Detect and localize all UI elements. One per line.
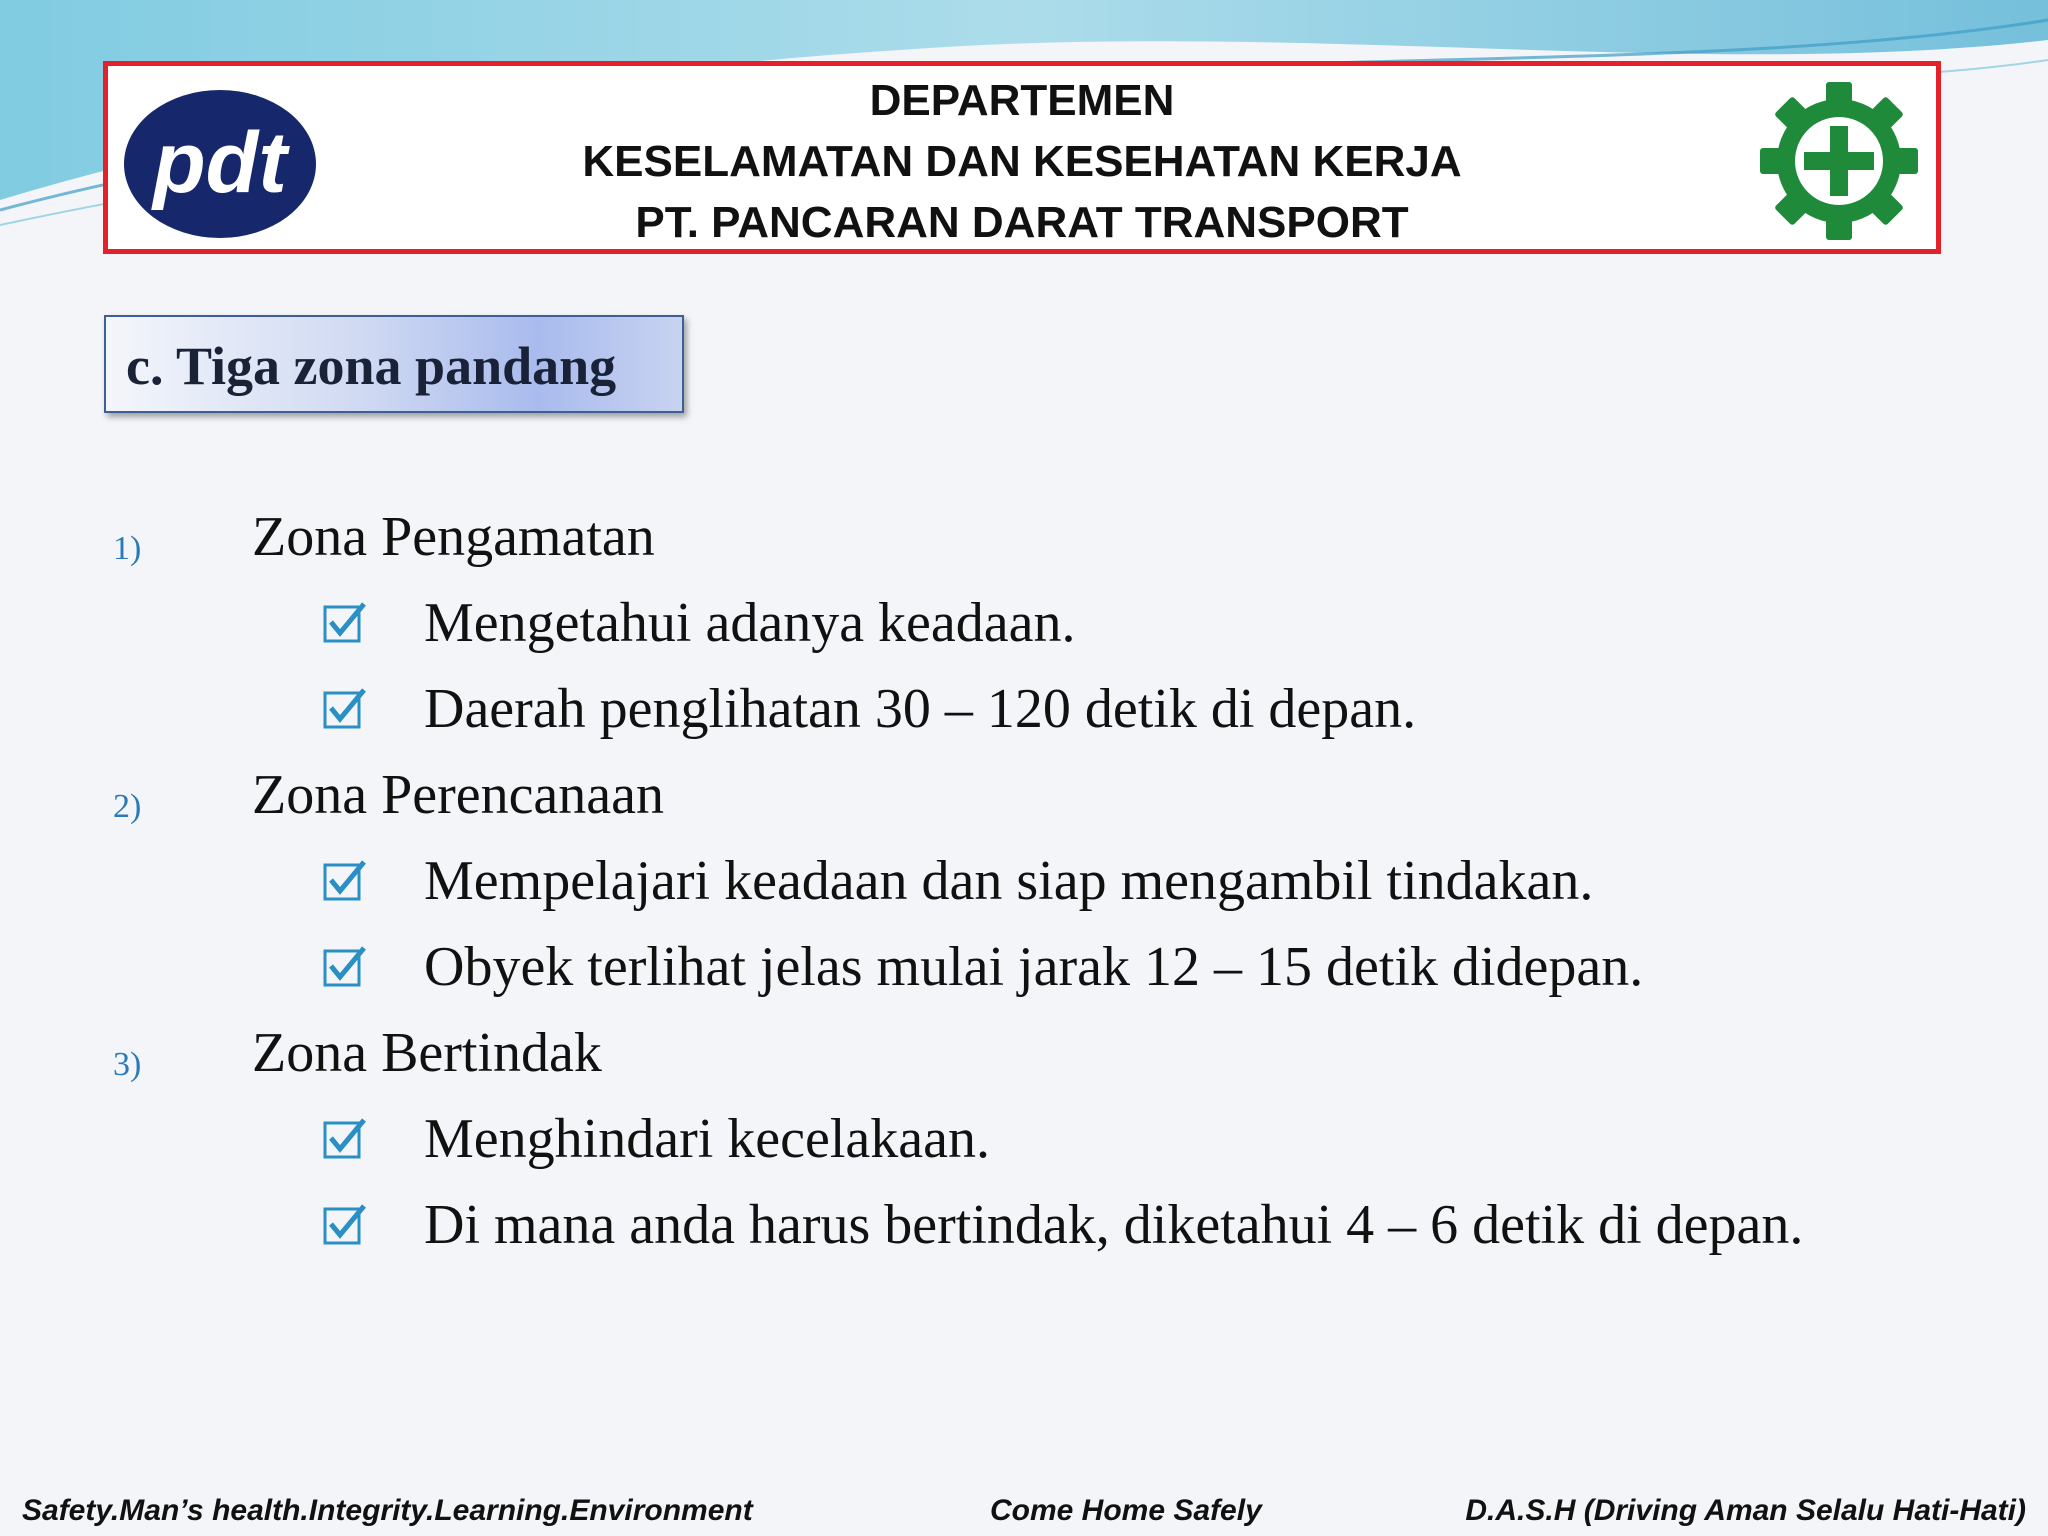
zone-number: 1)	[113, 530, 142, 567]
zone-point-text: Daerah penglihatan 30 – 120 detik di depan.	[424, 678, 1417, 740]
zone-item	[0, 758, 2048, 844]
zone-point	[0, 930, 2048, 1016]
zone-number: 2)	[113, 788, 142, 825]
zone-item	[0, 1016, 2048, 1102]
footer	[0, 1494, 2048, 1536]
zone-point-text: Obyek terlihat jelas mulai jarak 12 – 15 detik didepan.	[424, 936, 1644, 998]
zone-number: 3)	[113, 1046, 142, 1083]
footer-middle: Come Home Safely	[990, 1494, 1262, 1527]
checkbox-checked-icon	[322, 944, 368, 990]
section-heading-box	[104, 315, 684, 413]
svg-text:pdt: pdt	[153, 115, 287, 211]
header-line-2: KESELAMATAN DAN KESEHATAN KERJA	[582, 137, 1462, 186]
pdt-logo	[120, 84, 320, 244]
zone-point	[0, 844, 2048, 930]
checkbox-checked-icon	[322, 600, 368, 646]
checkbox-checked-icon	[322, 1116, 368, 1162]
zone-point	[0, 586, 2048, 672]
zone-point	[0, 1102, 2048, 1188]
zone-point-text: Menghindari kecelakaan.	[424, 1108, 990, 1170]
zone-list	[0, 500, 2048, 1274]
zone-label: Zona Bertindak	[252, 1022, 602, 1084]
checkbox-checked-icon	[322, 1202, 368, 1248]
zone-item	[0, 500, 2048, 586]
zone-point-text: Di mana anda harus bertindak, diketahui 4 – 6 detik di depan.	[424, 1194, 1804, 1256]
footer-right: D.A.S.H (Driving Aman Selalu Hati-Hati)	[1465, 1494, 2026, 1527]
checkbox-checked-icon	[322, 686, 368, 732]
zone-point-text: Mengetahui adanya keadaan.	[424, 592, 1076, 654]
section-title: c. Tiga zona pandang	[126, 336, 617, 396]
zone-point	[0, 672, 2048, 758]
zone-label: Zona Perencanaan	[252, 764, 664, 826]
k3-gear-cross-icon	[1754, 76, 1924, 246]
zone-label: Zona Pengamatan	[252, 506, 655, 568]
header-banner	[103, 61, 1941, 254]
header-title	[408, 70, 1636, 253]
header-line-1: DEPARTEMEN	[869, 76, 1175, 125]
zone-point	[0, 1188, 2048, 1274]
checkbox-checked-icon	[322, 858, 368, 904]
footer-left: Safety.Man’s health.Integrity.Learning.Environment	[22, 1494, 753, 1527]
zone-point-text: Mempelajari keadaan dan siap mengambil tindakan.	[424, 850, 1594, 912]
header-line-3: PT. PANCARAN DARAT TRANSPORT	[635, 198, 1409, 247]
